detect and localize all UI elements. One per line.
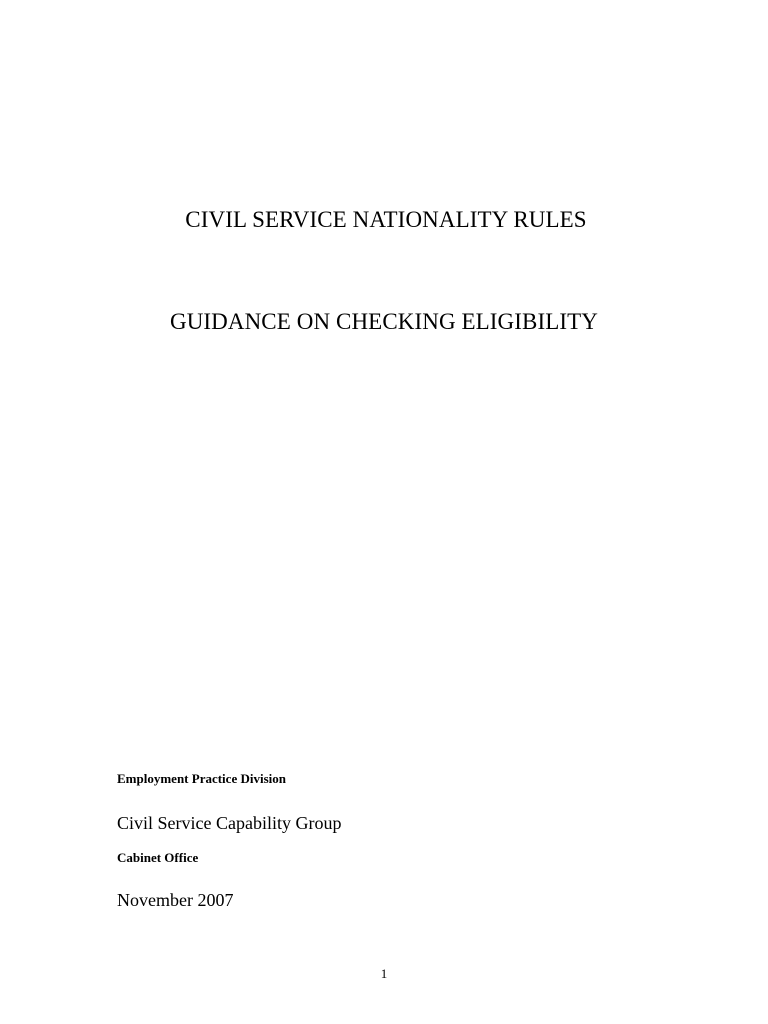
page-number: 1 <box>380 966 388 981</box>
office-name: Cabinet Office <box>117 850 199 865</box>
document-subtitle: GUIDANCE ON CHECKING ELIGIBILITY <box>170 309 598 334</box>
group-name: Civil Service Capability Group <box>117 813 342 833</box>
document-title: CIVIL SERVICE NATIONALITY RULES <box>185 207 587 232</box>
division-name: Employment Practice Division <box>117 771 286 786</box>
publication-date: November 2007 <box>117 890 234 910</box>
